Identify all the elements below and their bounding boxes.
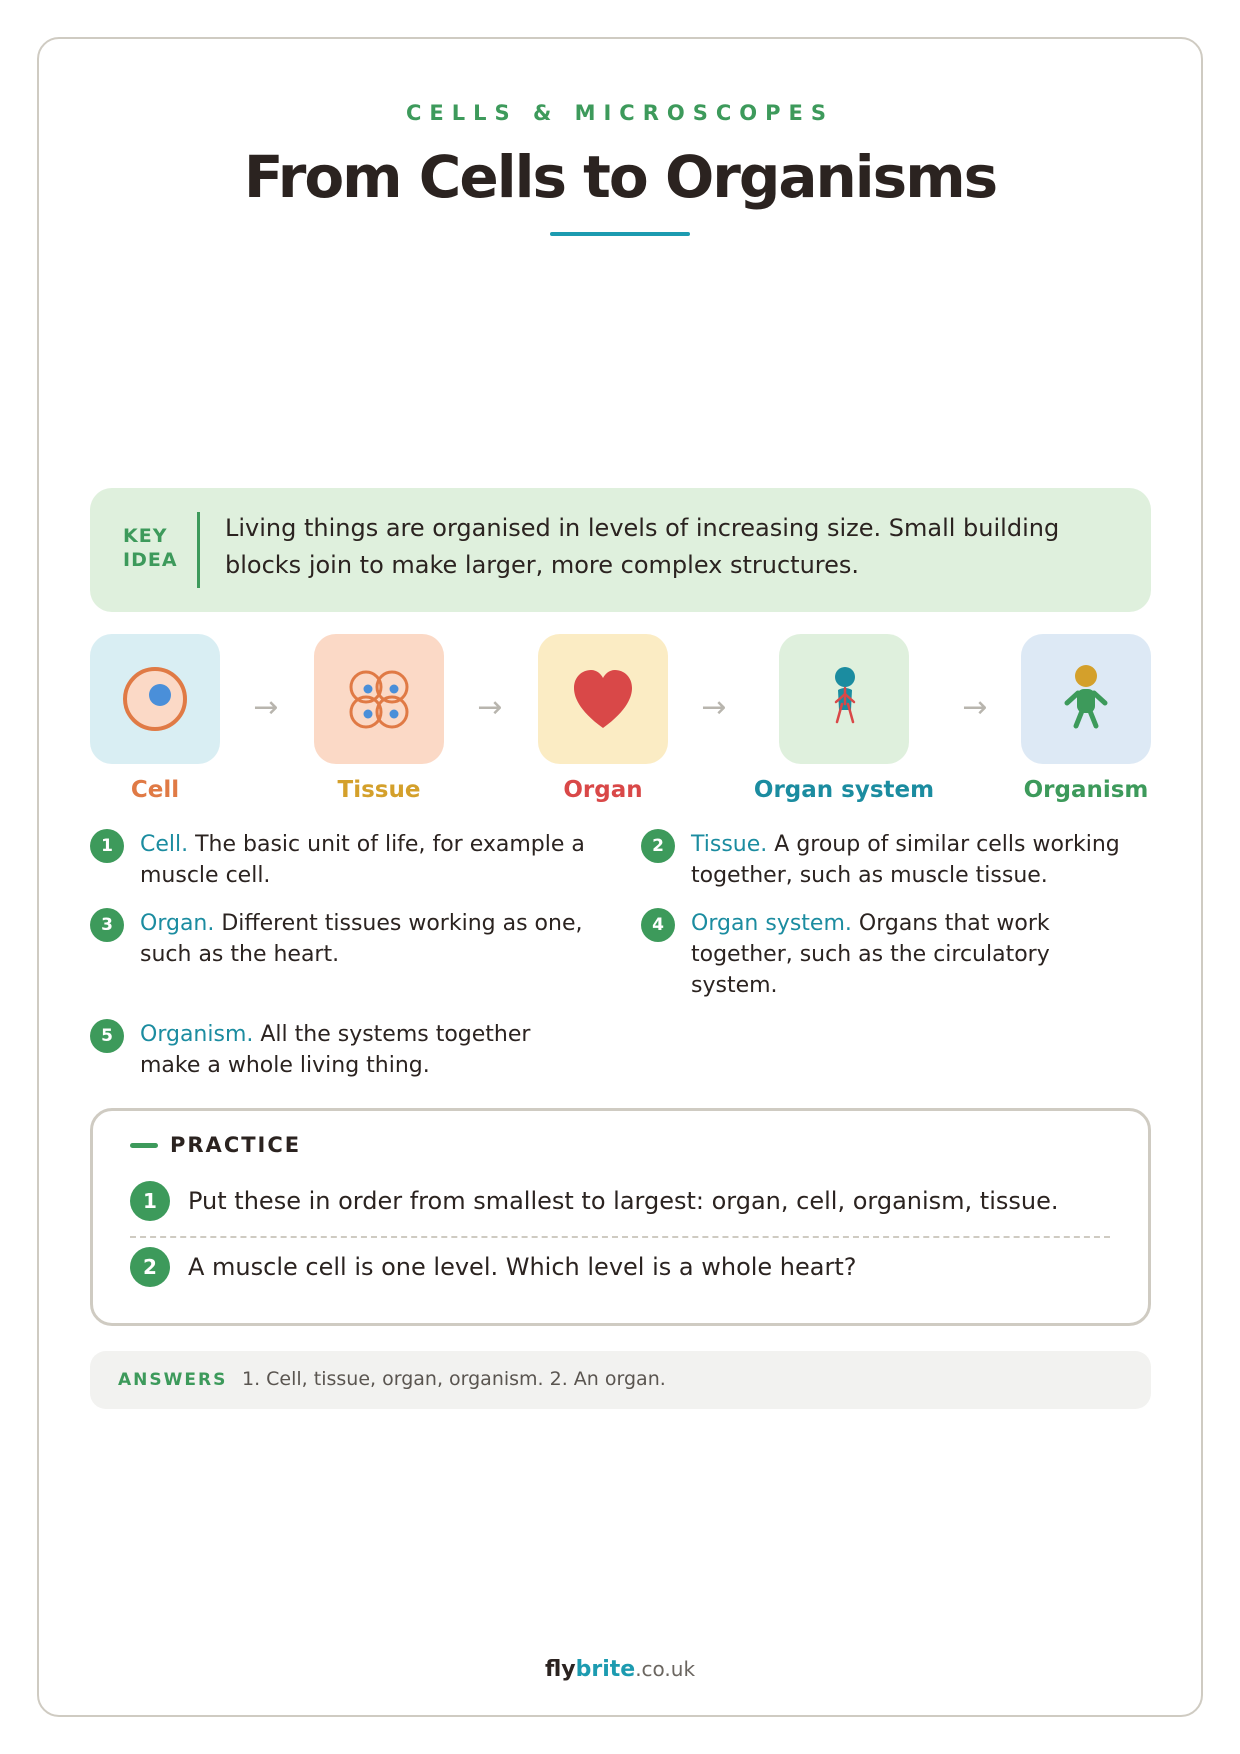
definition-organ-system — [691, 908, 1111, 1001]
organ-system-tile — [779, 634, 909, 764]
answers-box — [90, 1351, 1151, 1409]
footer-brand-brite: brite — [575, 1657, 636, 1682]
practice-title: PRACTICE — [170, 1133, 302, 1157]
organism-tile — [1021, 634, 1151, 764]
page-title: From Cells to Organisms — [243, 143, 997, 211]
definition-text: The basic unit of life, for example a muscle cell. — [140, 832, 585, 888]
definition-organ — [140, 908, 630, 970]
cell-tile — [90, 634, 220, 764]
key-idea-label: KEY IDEA — [123, 525, 178, 571]
definition-term: Organ. — [140, 911, 215, 936]
definition-cell — [140, 829, 630, 891]
level-label-cell: Cell — [130, 777, 180, 803]
key-idea-text: Living things are organised in levels of increasing size. Small building blocks join to make larger, more complex structures. — [225, 514, 1060, 579]
definition-number: 5 — [90, 1019, 124, 1053]
definition-text: All the systems together make a whole living thing. — [140, 1022, 531, 1078]
definition-tissue — [691, 829, 1181, 891]
question-text: Put these in order from smallest to largest: organ, cell, organism, tissue. — [188, 1187, 1059, 1215]
practice-accent-bar — [130, 1143, 158, 1148]
key-idea-box — [90, 488, 1151, 612]
section-eyebrow: CELLS & MICROSCOPES — [406, 101, 834, 125]
answers-text: 1. Cell, tissue, organ, organism. 2. An organ. — [242, 1368, 666, 1390]
person-icon — [1021, 634, 1151, 764]
level-label-organ-system: Organ system — [753, 777, 935, 803]
arrow-4: → — [962, 690, 988, 725]
definition-term: Organ system. — [691, 911, 852, 936]
definition-number: 1 — [90, 829, 124, 863]
question-text: A muscle cell is one level. Which level is a whole heart? — [188, 1253, 857, 1281]
definition-term: Cell. — [140, 832, 189, 857]
definition-organism — [140, 1019, 560, 1081]
title-underline — [550, 232, 690, 236]
tissue-tile — [314, 634, 444, 764]
definition-text: Different tissues working as one, such as the heart. — [140, 911, 583, 967]
question-number: 2 — [130, 1247, 170, 1287]
question-divider — [130, 1236, 1110, 1238]
definition-term: Tissue. — [691, 832, 768, 857]
definition-number: 3 — [90, 908, 124, 942]
level-label-organ: Organ — [563, 777, 643, 803]
level-label-organism: Organism — [1023, 777, 1149, 803]
organ-tile — [538, 634, 668, 764]
practice-box — [90, 1108, 1151, 1326]
heart-icon — [538, 634, 668, 764]
footer-brand[interactable] — [0, 1657, 1240, 1682]
key-idea-divider — [197, 512, 200, 588]
tissue-icon — [314, 634, 444, 764]
arrow-3: → — [701, 690, 727, 725]
question-number: 1 — [130, 1181, 170, 1221]
definition-text: Organs that work together, such as the circulatory system. — [691, 911, 1050, 998]
definition-term: Organism. — [140, 1022, 254, 1047]
definition-number: 2 — [641, 829, 675, 863]
definition-number: 4 — [641, 908, 675, 942]
cell-icon — [90, 634, 220, 764]
answers-label: ANSWERS — [118, 1370, 228, 1390]
arrow-1: → — [253, 690, 279, 725]
level-label-tissue: Tissue — [337, 777, 421, 803]
footer-brand-fly: fly — [544, 1657, 576, 1682]
organ-system-icon — [779, 634, 909, 764]
arrow-2: → — [477, 690, 503, 725]
definition-text: A group of similar cells working together, such as muscle tissue. — [691, 832, 1120, 888]
footer-domain: .co.uk — [635, 1657, 696, 1681]
